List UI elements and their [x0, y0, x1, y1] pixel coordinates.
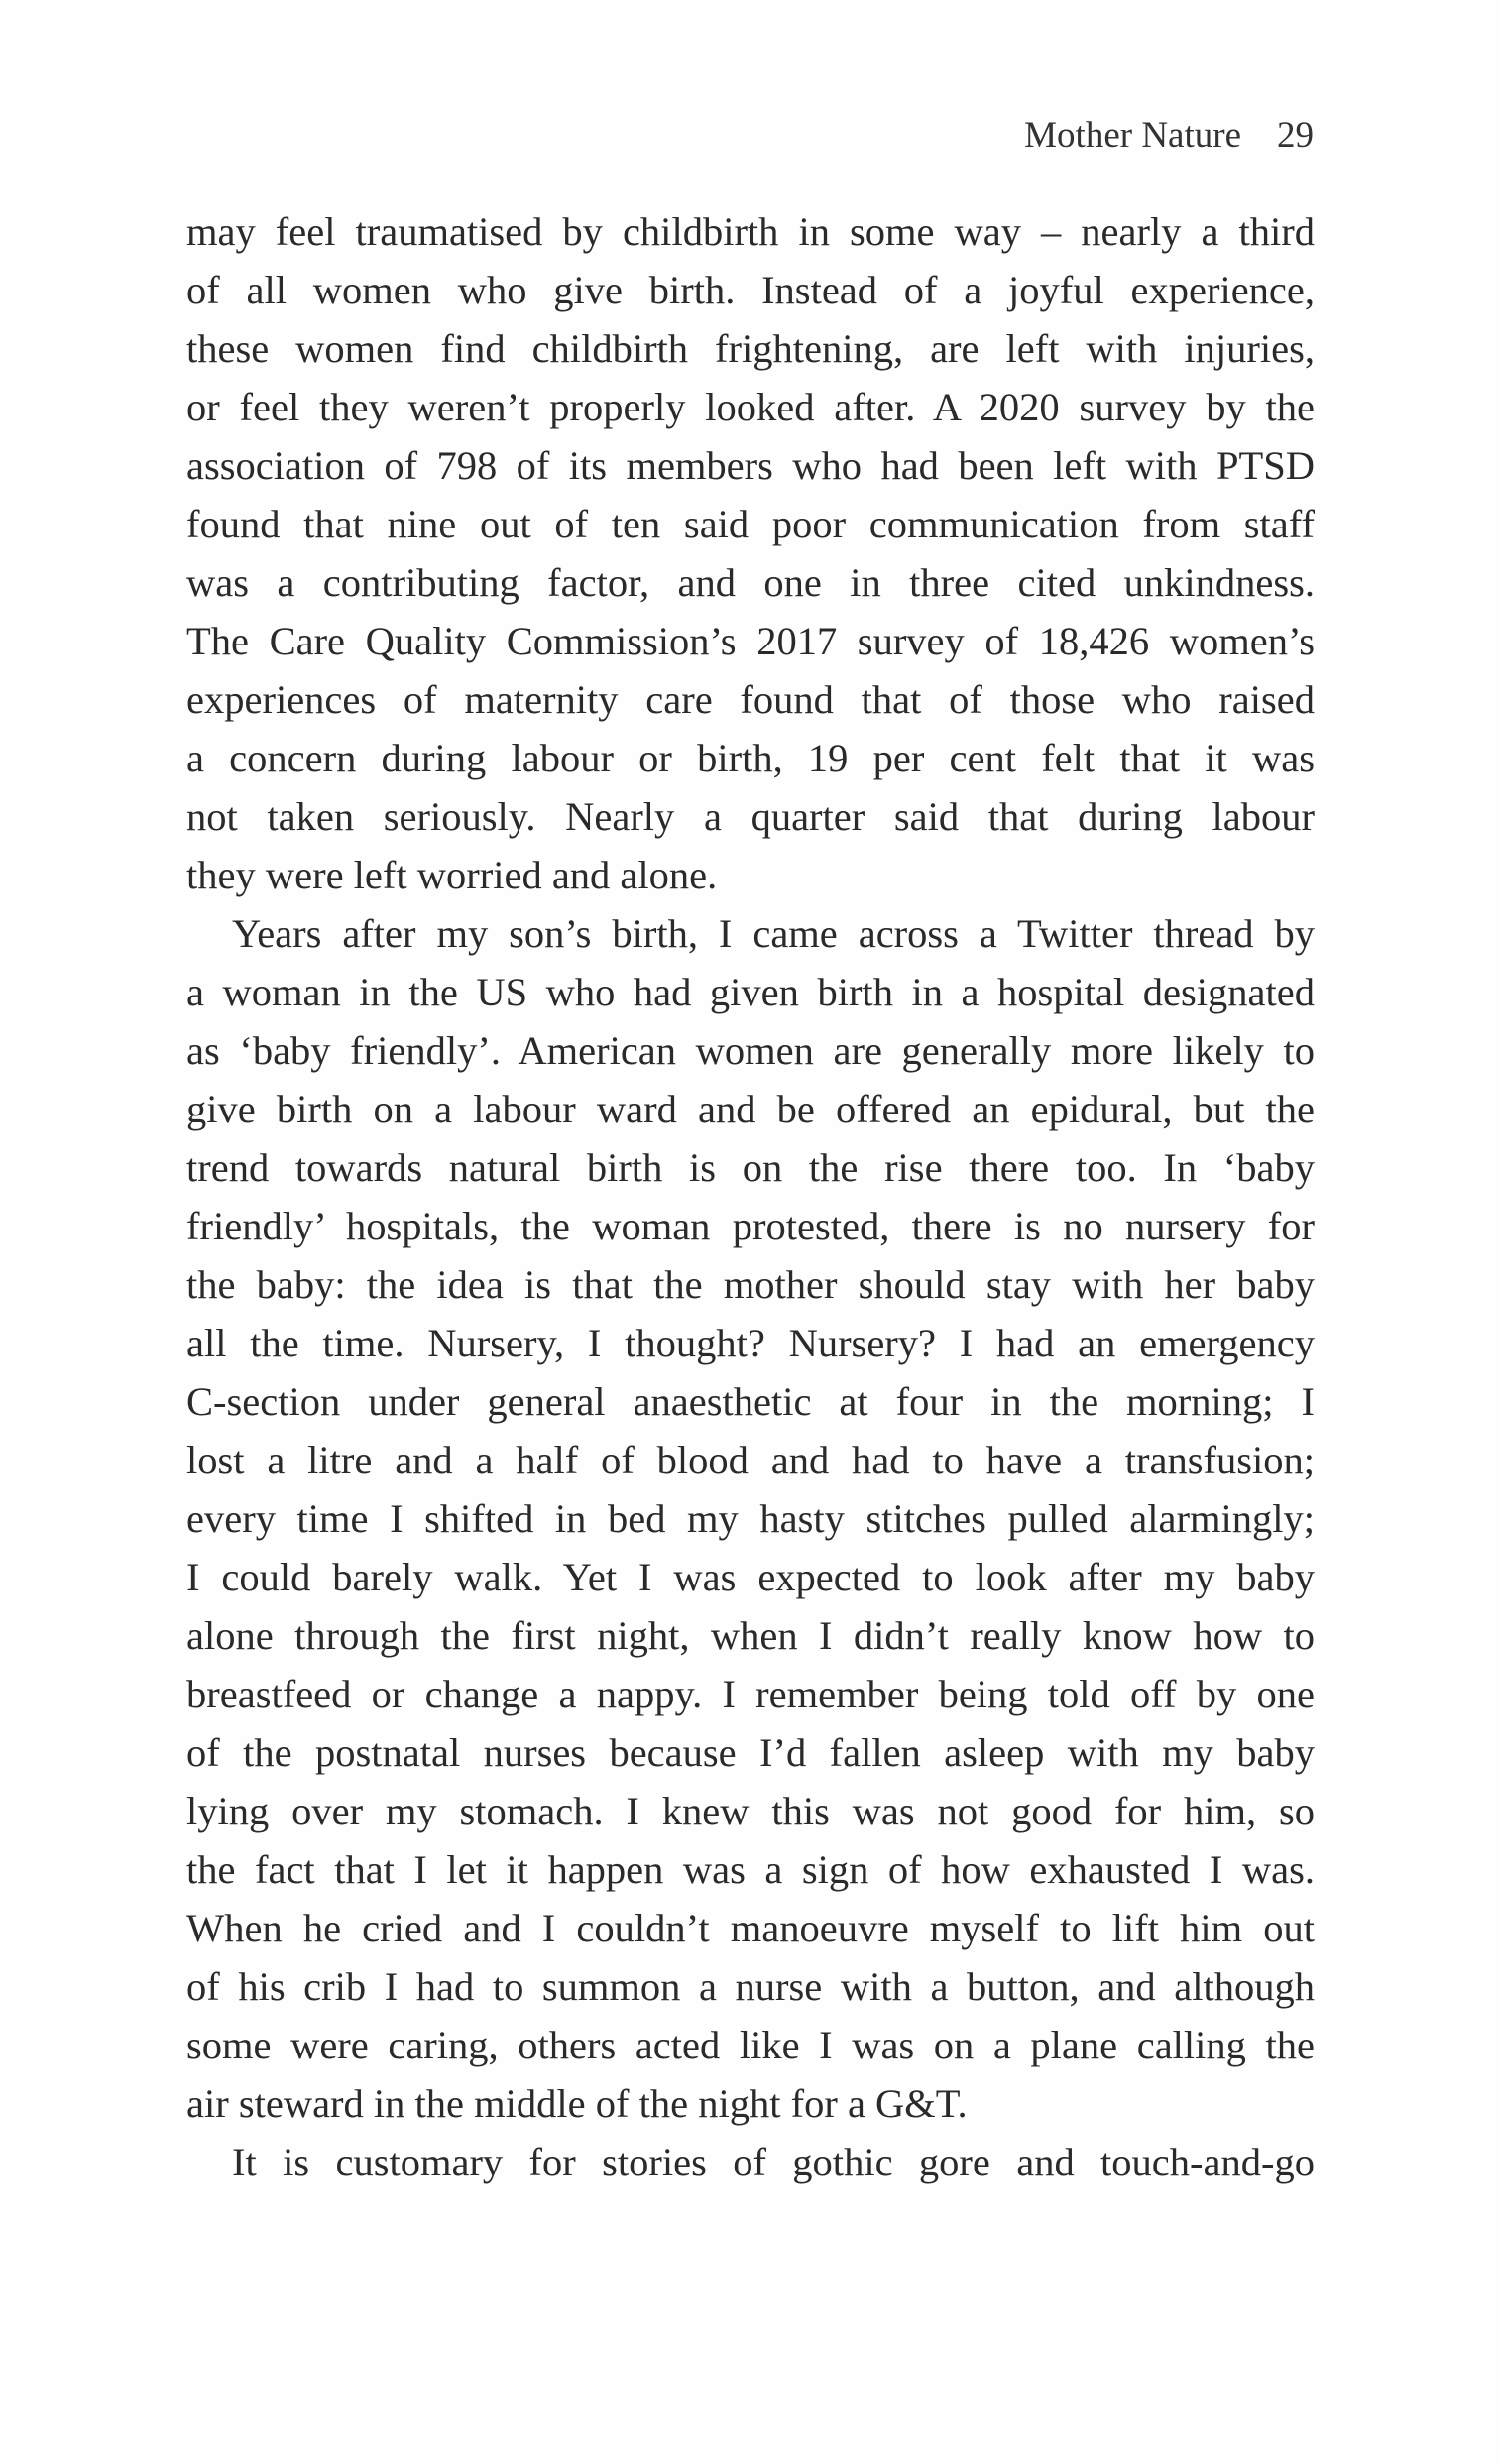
running-title: Mother Nature	[1024, 115, 1241, 156]
text-line: association of 798 of its members who had been left with PTSD	[186, 443, 1315, 488]
text-line: not taken seriously. Nearly a quarter said that during labour	[186, 794, 1315, 839]
text-line: some were caring, others acted like I was on a plane calling the	[186, 2023, 1315, 2067]
text-line: of all women who give birth. Instead of a joyful experience,	[186, 268, 1315, 312]
text-line: experiences of maternity care found that of those who raised	[186, 677, 1315, 722]
running-head	[1024, 117, 1314, 154]
paragraph-1	[186, 202, 1315, 904]
text-line: friendly’ hospitals, the woman protested, there is no nursery for	[186, 1204, 1315, 1248]
text-line: lying over my stomach. I knew this was not good for him, so	[186, 1789, 1315, 1833]
text-line: of his crib I had to summon a nurse with a button, and although	[186, 1964, 1315, 2009]
text-line: they were left worried and alone.	[186, 853, 718, 897]
text-line: lost a litre and a half of blood and had to have a transfusion;	[186, 1438, 1315, 1482]
text-line: as ‘baby friendly’. American women are generally more likely to	[186, 1028, 1315, 1073]
paragraph-2	[186, 904, 1315, 2133]
paragraph-3	[186, 2133, 1315, 2191]
text-line: breastfeed or change a nappy. I remember being told off by one	[186, 1672, 1315, 1716]
text-line: trend towards natural birth is on the rise there too. In ‘baby	[186, 1145, 1315, 1190]
text-line: the baby: the idea is that the mother should stay with her baby	[186, 1262, 1315, 1307]
text-line: found that nine out of ten said poor communication from staff	[186, 502, 1315, 546]
text-line: was a contributing factor, and one in three cited unkindness.	[186, 560, 1315, 605]
text-line: every time I shifted in bed my hasty stitches pulled alarmingly;	[186, 1496, 1315, 1541]
text-line: or feel they weren’t properly looked after. A 2020 survey by the	[186, 385, 1315, 429]
text-line: C-section under general anaesthetic at four in the morning; I	[186, 1379, 1315, 1424]
text-line: I could barely walk. Yet I was expected to look after my baby	[186, 1555, 1315, 1599]
text-line: these women find childbirth frightening, are left with injuries,	[186, 326, 1315, 371]
text-line: the fact that I let it happen was a sign of how exhausted I was.	[186, 1847, 1315, 1892]
text-line: a woman in the US who had given birth in a hospital designated	[186, 970, 1315, 1014]
text-line: alone through the first night, when I didn’t really know how to	[186, 1613, 1315, 1658]
body-text	[186, 202, 1315, 2191]
text-line: It is customary for stories of gothic gore and touch-and-go	[232, 2140, 1315, 2184]
text-line: The Care Quality Commission’s 2017 survey of 18,426 women’s	[186, 619, 1315, 663]
text-line: When he cried and I couldn’t manoeuvre myself to lift him out	[186, 1906, 1315, 1950]
page-number: 29	[1277, 115, 1314, 156]
text-line: of the postnatal nurses because I’d fallen asleep with my baby	[186, 1730, 1315, 1775]
text-line: a concern during labour or birth, 19 per cent felt that it was	[186, 736, 1315, 780]
text-line: all the time. Nursery, I thought? Nursery? I had an emergency	[186, 1321, 1315, 1365]
text-line: air steward in the middle of the night for a G&T.	[186, 2081, 968, 2126]
text-line: may feel traumatised by childbirth in some way – nearly a third	[186, 209, 1315, 254]
text-line: give birth on a labour ward and be offered an epidural, but the	[186, 1087, 1315, 1131]
text-line: Years after my son’s birth, I came across a Twitter thread by	[232, 911, 1315, 956]
